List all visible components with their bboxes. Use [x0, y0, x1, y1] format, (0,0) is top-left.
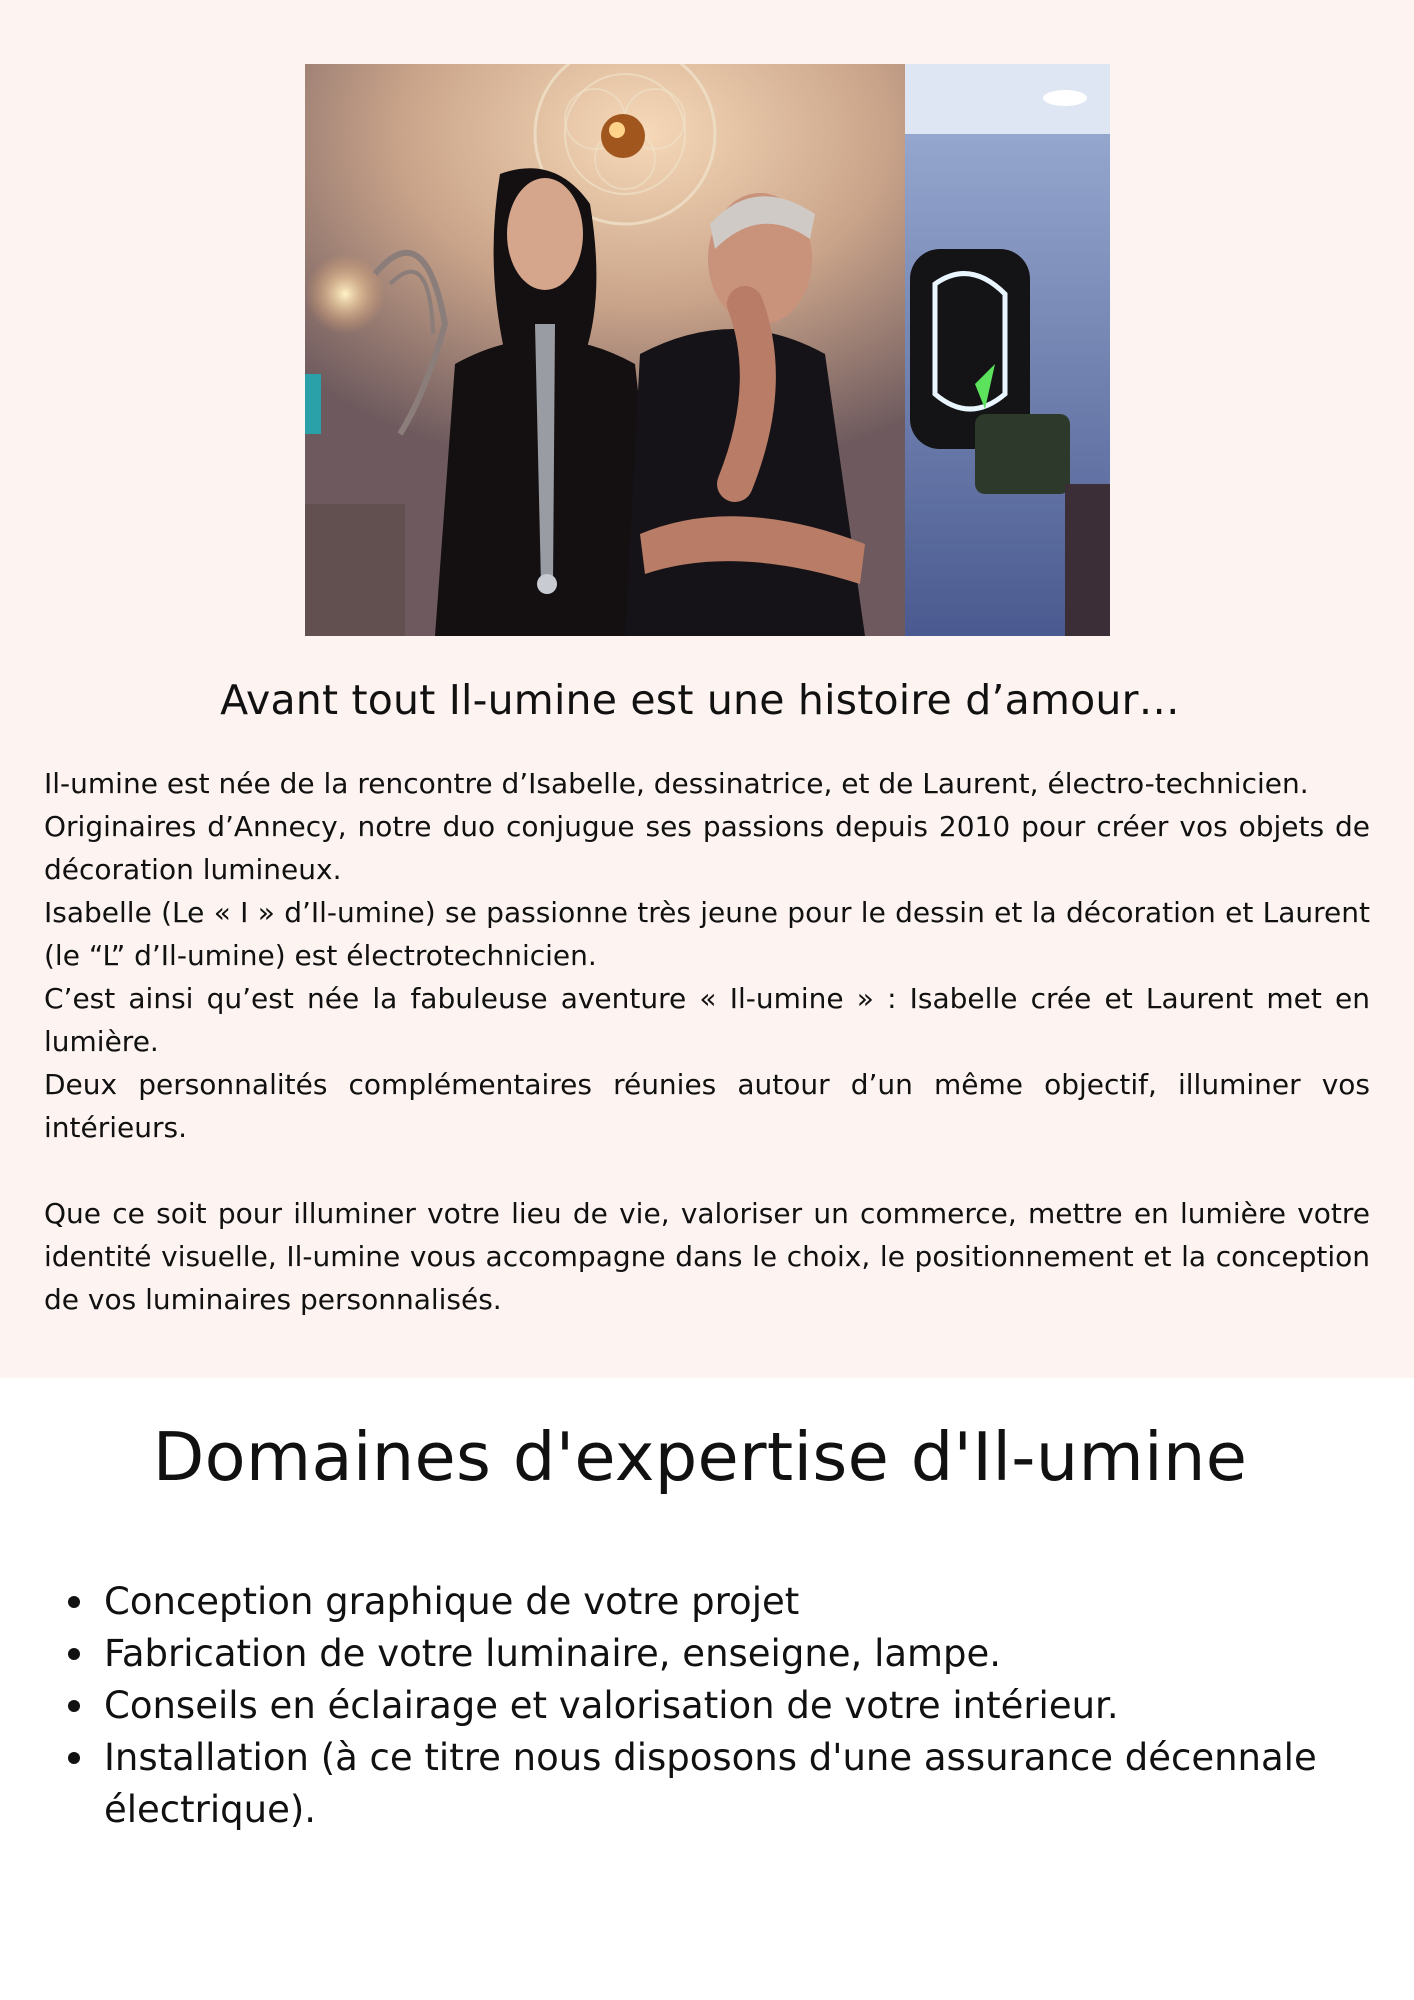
expertise-item: [60, 1628, 1360, 1680]
story-heading: Avant tout Il-umine est une histoire d’amour…: [220, 676, 1180, 724]
expertise-item-label: Conseils en éclairage et valorisation de votre intérieur.: [104, 1684, 1119, 1727]
expertise-item-label: Conception graphique de votre projet: [104, 1580, 800, 1623]
expertise-title: Domaines d'expertise d'Il-umine: [152, 1418, 1248, 1496]
bullet-icon: [68, 1752, 80, 1764]
couple-photo-image: [305, 64, 1110, 636]
expertise-item: [60, 1732, 1360, 1836]
story-body: [44, 762, 1370, 1321]
expertise-item-label: Fabrication de votre luminaire, enseigne, lampe.: [104, 1632, 1002, 1675]
expertise-list: [60, 1576, 1360, 1836]
expertise-item: [60, 1680, 1360, 1732]
bullet-icon: [68, 1648, 80, 1660]
story-paragraph: Deux personnalités complémentaires réunies autour d’un même objectif, illuminer vos intérieurs.: [44, 1068, 1370, 1144]
paragraph-spacer: [44, 1149, 1370, 1192]
story-paragraph: Isabelle (Le « I » d’Il-umine) se passionne très jeune pour le dessin et la décoration et Laurent (le “L” d’Il-umine) est électrotechnicien.: [44, 896, 1370, 972]
story-paragraph: Il-umine est née de la rencontre d’Isabelle, dessinatrice, et de Laurent, électro-technicien.: [44, 767, 1309, 800]
story-paragraph: C’est ainsi qu’est née la fabuleuse aventure « Il-umine » : Isabelle crée et Laurent met en lumière.: [44, 982, 1370, 1058]
expertise-item-label: Installation (à ce titre nous disposons d'une assurance décennale électrique).: [104, 1736, 1317, 1831]
bullet-icon: [68, 1596, 80, 1608]
bullet-icon: [68, 1700, 80, 1712]
couple-photo: [305, 64, 1110, 636]
story-paragraph: Que ce soit pour illuminer votre lieu de vie, valoriser un commerce, mettre en lumière votre identité visuelle, Il-umine vous accompagne dans le choix, le positionnement et la conception de vos luminaires personnalisés.: [44, 1197, 1370, 1316]
expertise-item: [60, 1576, 1360, 1628]
story-paragraph: Originaires d’Annecy, notre duo conjugue ses passions depuis 2010 pour créer vos objets de décoration lumineux.: [44, 810, 1370, 886]
